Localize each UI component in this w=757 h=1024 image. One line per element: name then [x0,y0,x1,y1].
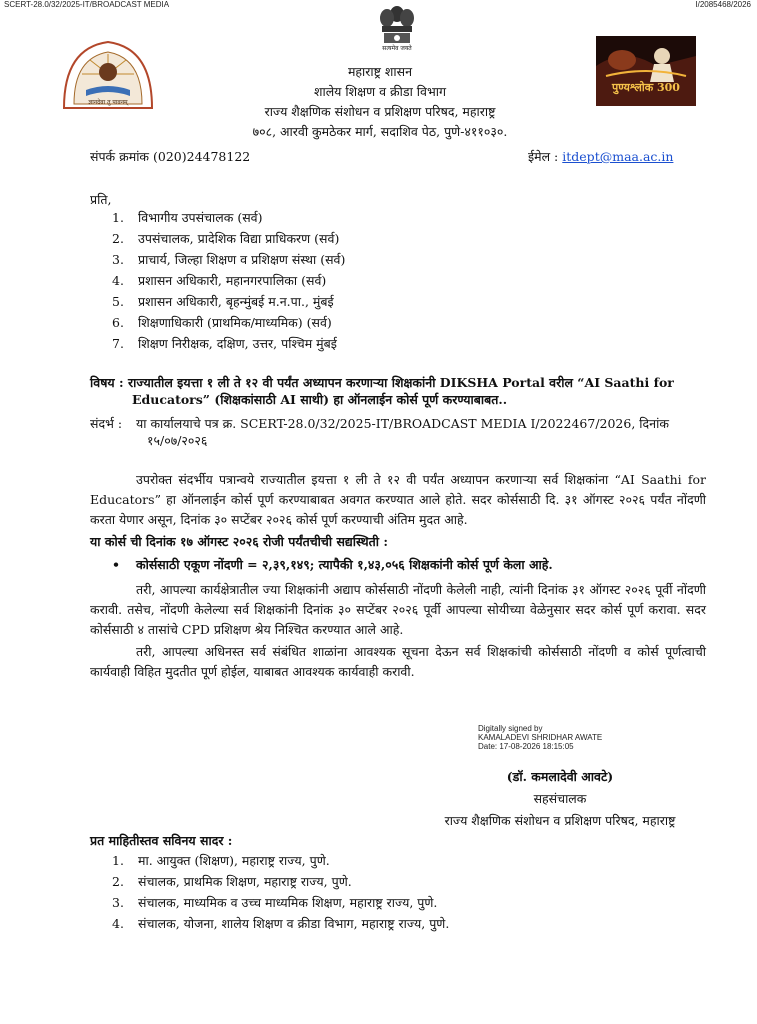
email-label: ईमेल : [528,149,559,164]
contact-phone: संपर्क क्रमांक (020)24478122 [90,149,251,164]
recipient-item-text: प्रशासन अधिकारी, महानगरपालिका (सर्व) [138,273,327,288]
header-department: शालेय शिक्षण व क्रीडा विभाग [313,84,447,99]
recipient-item-number: 1. [112,210,124,225]
header-government: महाराष्ट्र शासन [347,64,413,79]
subject-line-1: राज्यातील इयत्ता १ ली ते १२ वी पर्यंत अध्यापन करणाऱ्या शिक्षकांनी DIKSHA Portal वरील “AI Saathi for [128,375,674,390]
copy-item-number: 2. [112,874,124,889]
status-bullet-text: कोर्ससाठी एकूण नोंदणी = २,३९,१४९; त्यापैकी १,४३,०५६ शिक्षकांनी कोर्स पूर्ण केला आहे. [136,557,553,572]
scert-logo [60,38,156,112]
copy-item [112,850,672,871]
recipient-item-text: प्रशासन अधिकारी, बृहन्मुंबई म.न.पा., मुंबई [138,294,334,309]
signatory-name: (डॉ. कमलादेवी आवटे) [506,769,614,784]
top-right-reference: I/2085468/2026 [695,0,751,9]
copy-item-number: 3. [112,895,124,910]
recipient-item [112,228,672,249]
digital-signature-line-2: KAMALADEVI SHRIDHAR AWATE [478,733,603,742]
recipient-item-number: 4. [112,273,124,288]
national-emblem-icon [372,4,422,56]
recipient-item [112,249,672,270]
scert-logo-text: ज्ञानदेवा तु पावनम् [88,99,128,106]
recipient-item-text: विभागीय उपसंचालक (सर्व) [138,210,263,225]
reference-label: संदर्भ : [90,416,123,431]
recipient-item-number: 5. [112,294,124,309]
recipient-item-number: 2. [112,231,124,246]
signatory-org: राज्य शैक्षणिक संशोधन व प्रशिक्षण परिषद, महाराष्ट्र [444,813,676,828]
recipient-item-text: शिक्षण निरीक्षक, दक्षिण, उत्तर, पश्चिम मुंबई [138,336,337,351]
bullet-icon: • [112,557,120,572]
copy-list [112,850,672,934]
copy-item-text: संचालक, योजना, शालेय शिक्षण व क्रीडा विभाग, महाराष्ट्र राज्य, पुणे. [138,916,450,931]
digital-signature [478,724,602,751]
copy-item [112,892,672,913]
copy-item-number: 4. [112,916,124,931]
letterhead [200,62,560,142]
header-council: राज्य शैक्षणिक संशोधन व प्रशिक्षण परिषद, महाराष्ट्र [264,104,496,119]
subject-line-2: Educators” (शिक्षकांसाठी AI साथी) हा ऑनलाईन कोर्स पूर्ण करण्याबाबत.. [132,392,508,407]
emblem-motto: सत्यमेव जयते [382,45,412,52]
top-left-reference: SCERT-28.0/32/2025-IT/BROADCAST MEDIA [4,0,170,9]
copy-item [112,871,672,892]
digital-signature-line-1: Digitally signed by [478,724,543,733]
subject [90,374,710,408]
copy-item-text: संचालक, प्राथमिक शिक्षण, महाराष्ट्र राज्य, पुणे. [138,874,352,889]
recipient-item [112,312,672,333]
signatory-title: सहसंचालक [533,791,587,806]
copy-item-number: 1. [112,853,124,868]
to-label: प्रति, [90,192,112,207]
copy-item [112,913,672,934]
copy-item-text: मा. आयुक्त (शिक्षण), महाराष्ट्र राज्य, पुणे. [138,853,330,868]
email-link[interactable]: itdept@maa.ac.in [562,149,674,164]
recipient-item-number: 7. [112,336,124,351]
contact-email [528,148,673,165]
recipient-item-number: 6. [112,315,124,330]
recipients-list [112,207,672,354]
copy-item-text: संचालक, माध्यमिक व उच्च माध्यमिक शिक्षण, महाराष्ट्र राज्य, पुणे. [138,895,438,910]
body-paragraph-1: उपरोक्त संदर्भीय पत्रान्वये राज्यातील इयत्ता १ ली ते १२ वी पर्यंत अध्यापन करणाऱ्या सर्व शिक्षकांना “AI Saathi for Educators” हा ऑनलाईन कोर्स पूर्ण करण्याबाबत अवगत करण्यात आले होते. सदर कोर्ससाठी दि. ३१ ऑगस्ट २०२६ पर्यंत नोंदणी करता येणार असून, दिनांक ३० सप्टेंबर २०२६ कोर्स पूर्ण करण्याची अंतिम मुदत आहे. [90,472,706,527]
recipient-item [112,291,672,312]
recipient-item-number: 3. [112,252,124,267]
subject-label: विषय : [90,375,124,390]
recipient-item-text: शिक्षणाधिकारी (प्राथमिक/माध्यमिक) (सर्व) [138,315,332,330]
reference-line-2: १५/०७/२०२६ [147,433,208,448]
digital-signature-line-3: Date: 17-08-2026 18:15:05 [478,742,574,751]
reference-line-1: या कार्यालयाचे पत्र क्र. SCERT-28.0/32/2025-IT/BROADCAST MEDIA I/2022467/2026, दिनांक [136,416,669,431]
recipient-item [112,270,672,291]
recipient-item-text: उपसंचालक, प्रादेशिक विद्या प्राधिकरण (सर्व) [138,231,340,246]
body-paragraph-2: तरी, आपल्या कार्यक्षेत्रातील ज्या शिक्षकांनी अद्याप कोर्ससाठी नोंदणी केलेली नाही, त्यांनी दिनांक ३१ ऑगस्ट २०२६ पूर्वी नोंदणी करावी. तसेच, नोंदणी केलेल्या सर्व शिक्षकांनी दिनांक ३० सप्टेंबर २०२६ पूर्वी आपल्या सोयीच्या वेळेनुसार सदर कोर्स पूर्ण करावा. सदर कोर्ससाठी ४ तासांचे CPD प्रशिक्षण श्रेय निश्चित करण्यात आले आहे. [90,582,706,637]
copy-label: प्रत माहितीस्तव सविनय सादर : [90,833,233,848]
reference [90,415,710,449]
punyashlok-300-text: पुण्यश्लोक 300 [612,81,680,94]
recipient-item [112,207,672,228]
status-bullet [112,556,712,573]
signatory-block [400,766,720,832]
recipient-item [112,333,672,354]
status-heading: या कोर्स ची दिनांक १७ ऑगस्ट २०२६ रोजी पर्यंतचीची सद्यस्थिती : [90,534,388,549]
body-paragraph-3: तरी, आपल्या अधिनस्त सर्व संबंधित शाळांना आवश्यक सूचना देऊन सर्व शिक्षकांची कोर्ससाठी नोंदणी व कोर्स पूर्णत्वाची कार्यवाही विहित मुदतीत पूर्ण होईल, याबाबत आवश्यक कार्यवाही करावी. [90,644,706,679]
punyashlok-300-logo [596,36,696,106]
recipient-item-text: प्राचार्य, जिल्हा शिक्षण व प्रशिक्षण संस्था (सर्व) [138,252,346,267]
header-address: ७०८, आरवी कुमठेकर मार्ग, सदाशिव पेठ, पुणे-४११०३०. [252,124,508,139]
